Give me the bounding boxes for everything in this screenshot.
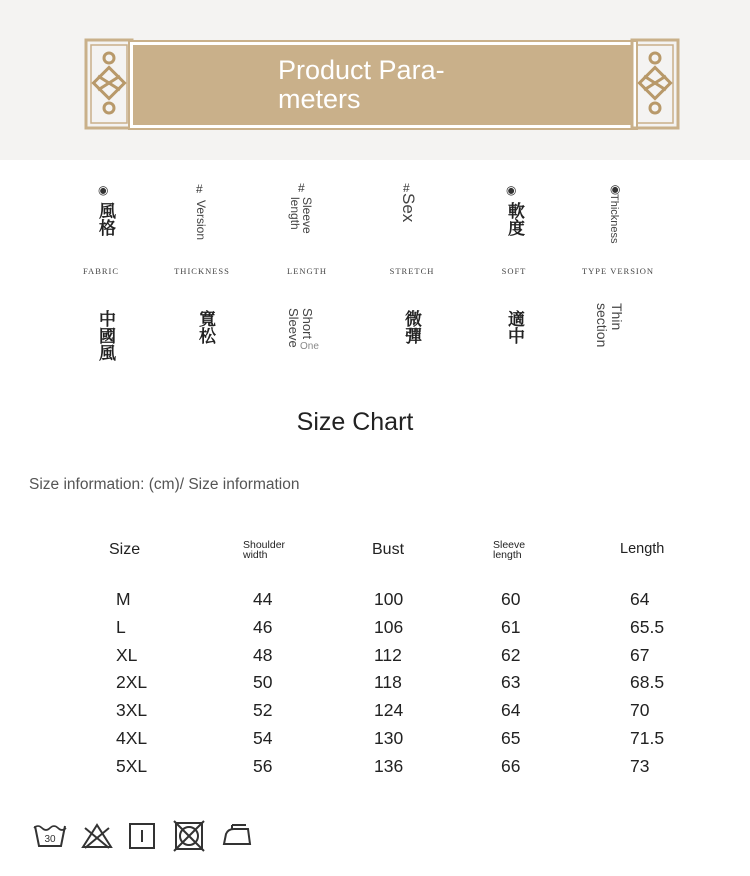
param-value: 微彈: [401, 310, 421, 344]
header-shoulder-width: Shoulder width: [243, 539, 286, 561]
no-bleach-icon: [80, 820, 114, 852]
table-cell: L: [116, 616, 126, 637]
param-label: Version: [194, 200, 208, 241]
table-cell: 112: [374, 644, 402, 665]
table-cell: 65.5: [630, 616, 665, 637]
param-caption: FABRIC: [82, 266, 120, 276]
table-cell: 66: [501, 755, 521, 776]
size-chart-title: Size Chart: [296, 408, 414, 436]
param-label: 風格: [95, 202, 115, 236]
wash-temperature-label: 30: [44, 834, 56, 845]
param-value: 寬松: [195, 310, 215, 344]
header-sleeve-length: Sleeve length: [493, 539, 526, 561]
wash-30-icon: [33, 820, 67, 852]
table-cell: 60: [501, 589, 521, 609]
table-cell: 124: [374, 700, 404, 721]
table-cell: 70: [630, 700, 650, 721]
param-value: 適中: [504, 310, 524, 344]
table-cell: 4XL: [116, 727, 148, 748]
table-cell: 48: [253, 644, 273, 665]
iron-icon: [220, 820, 254, 852]
knot-ornament-right-icon: [630, 38, 680, 130]
table-cell: 46: [253, 616, 273, 637]
param-mark: ◉: [506, 183, 517, 197]
table-cell: 73: [630, 755, 650, 776]
knot-ornament-left-icon: [84, 38, 134, 130]
table-cell: 52: [253, 700, 273, 721]
table-cell: 3XL: [116, 700, 148, 721]
table-cell: 64: [501, 700, 521, 721]
param-label: Thickness: [608, 194, 620, 244]
table-cell: 68.5: [630, 672, 665, 693]
column-size: [116, 586, 147, 781]
column-sleeve-length: [501, 586, 520, 781]
table-cell: 54: [253, 727, 273, 748]
param-mark: #: [298, 181, 305, 195]
line-dry-icon: [127, 820, 159, 852]
table-cell: 5XL: [116, 755, 148, 776]
table-cell: 106: [374, 616, 404, 637]
no-tumble-dry-icon: [172, 820, 206, 852]
table-cell: 50: [253, 672, 273, 693]
param-caption: SOFT: [501, 266, 527, 276]
table-cell: 62: [501, 644, 521, 665]
table-cell: 67: [630, 644, 650, 665]
param-mark: ◉: [610, 182, 621, 196]
header-size: Size: [109, 541, 141, 558]
header-bust: Bust: [372, 541, 405, 558]
param-caption: LENGTH: [287, 266, 327, 276]
header-length: Length: [620, 541, 665, 557]
column-shoulder-width: [253, 586, 272, 781]
table-cell: 118: [374, 672, 402, 693]
size-info-note: Size information: (cm)/ Size information: [29, 476, 300, 493]
param-value-suffix: One: [300, 341, 319, 352]
param-mark: #: [196, 182, 203, 196]
table-cell: 64: [630, 589, 650, 609]
table-cell: 100: [374, 589, 404, 609]
product-parameters-banner: [130, 42, 636, 128]
table-cell: 130: [374, 727, 404, 748]
table-cell: M: [116, 589, 131, 609]
param-value: Thin section: [594, 303, 625, 348]
param-mark: ◉: [98, 183, 109, 197]
banner-title: Product Para- meters: [278, 55, 445, 114]
param-label: Sleeve length: [288, 197, 314, 234]
column-length: [630, 586, 664, 781]
table-cell: 65: [501, 727, 521, 748]
table-cell: 44: [253, 589, 273, 609]
param-mark: #: [403, 181, 410, 195]
column-bust: [374, 586, 403, 781]
table-cell: 2XL: [116, 672, 148, 693]
param-caption: TYPE VERSION: [581, 266, 655, 276]
table-cell: 136: [374, 755, 404, 776]
table-cell: 56: [253, 755, 273, 776]
param-value: 中國風: [95, 310, 115, 361]
param-caption: STRETCH: [389, 266, 435, 276]
param-caption: THICKNESS: [174, 266, 230, 276]
table-cell: 63: [501, 672, 521, 693]
param-label: Sex: [399, 193, 418, 223]
param-label: 軟度: [504, 202, 524, 236]
param-value: Short Sleeve: [286, 308, 315, 348]
table-cell: 61: [501, 616, 521, 637]
table-cell: XL: [116, 644, 138, 665]
table-cell: 71.5: [630, 727, 665, 748]
